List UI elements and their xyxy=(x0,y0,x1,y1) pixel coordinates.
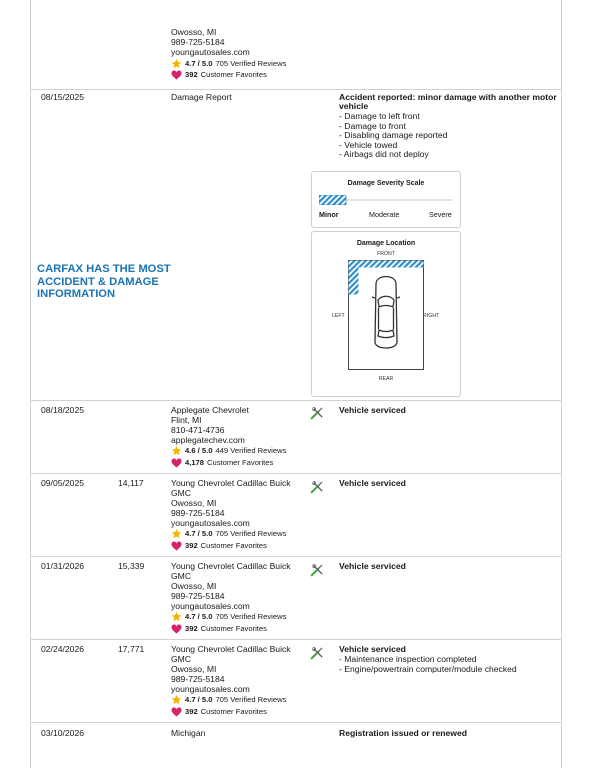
damage-headline-line1: Accident reported: minor damage with another motor xyxy=(339,92,557,102)
source-name: Michigan xyxy=(171,728,206,738)
wrench-screwdriver-icon xyxy=(309,645,325,661)
rating-value: 4.7 / 5.0 xyxy=(185,611,213,621)
review-count: 705 Verified Reviews xyxy=(215,611,287,621)
rating-value: 4.7 / 5.0 xyxy=(185,528,213,538)
star-icon xyxy=(171,611,182,622)
severity-label-severe: Severe xyxy=(429,210,452,219)
promo-line: CARFAX HAS THE MOST xyxy=(37,263,171,275)
source-city: Owosso, MI xyxy=(171,27,217,37)
review-count: 705 Verified Reviews xyxy=(215,528,287,538)
damage-detail: - Disabling damage reported xyxy=(339,130,448,140)
source-website[interactable]: youngautosales.com xyxy=(171,518,250,528)
row-divider xyxy=(30,556,562,557)
row-divider xyxy=(30,89,562,90)
source-website[interactable]: applegatechev.com xyxy=(171,435,245,445)
source-name: Young Chevrolet Cadillac Buick xyxy=(171,478,291,488)
promo-banner xyxy=(37,263,171,301)
favorites-row[interactable] xyxy=(171,707,267,717)
star-icon xyxy=(171,445,182,456)
record-date: 08/18/2025 xyxy=(41,405,85,415)
record-date: 01/31/2026 xyxy=(41,561,85,571)
rating-row[interactable] xyxy=(171,611,286,622)
record-date: 02/24/2026 xyxy=(41,644,85,654)
rating-value: 4.6 / 5.0 xyxy=(185,445,213,455)
table-right-border xyxy=(561,0,562,768)
source-website[interactable]: youngautosales.com xyxy=(171,601,250,611)
damage-detail: - Damage to left front xyxy=(339,111,420,121)
rating-row[interactable] xyxy=(171,694,286,705)
heart-icon xyxy=(171,624,182,634)
source-city: Owosso, MI xyxy=(171,498,217,508)
damage-detail: - Damage to front xyxy=(339,120,406,131)
heart-icon xyxy=(171,541,182,551)
record-comment: Registration issued or renewed xyxy=(339,728,467,738)
favorites-label: Customer Favorites xyxy=(200,70,267,79)
record-date: 08/15/2025 xyxy=(41,92,85,102)
rating-value: 4.7 / 5.0 xyxy=(185,58,213,68)
source-phone[interactable]: 810-471-4736 xyxy=(171,425,225,435)
wrench-screwdriver-icon xyxy=(309,562,325,578)
favorites-count: 392 xyxy=(185,707,198,716)
source-city: Flint, MI xyxy=(171,415,202,425)
favorites-count: 392 xyxy=(185,541,198,550)
record-comment: Vehicle serviced xyxy=(339,644,406,654)
favorites-label: Customer Favorites xyxy=(200,707,267,716)
record-comment: Vehicle serviced xyxy=(339,478,406,488)
damage-headline-line2: vehicle xyxy=(339,101,369,111)
review-count: 705 Verified Reviews xyxy=(215,58,287,68)
source-phone[interactable]: 989-725-5184 xyxy=(171,674,225,684)
favorites-label: Customer Favorites xyxy=(207,458,274,467)
favorites-count: 392 xyxy=(185,624,198,633)
severity-level-fill xyxy=(319,195,346,205)
damage-location-title: Damage Location xyxy=(356,240,416,247)
severity-title: Damage Severity Scale xyxy=(347,180,425,187)
source-website[interactable]: youngautosales.com xyxy=(171,47,250,57)
zone-left-front-damage xyxy=(349,261,359,295)
record-date: 09/05/2025 xyxy=(41,478,85,488)
source-phone[interactable]: 989-725-5184 xyxy=(171,591,225,601)
label-rear: REAR xyxy=(378,376,394,382)
severity-label-minor: Minor xyxy=(319,210,339,219)
severity-label-moderate: Moderate xyxy=(369,210,400,219)
table-left-border xyxy=(30,0,31,768)
record-date: 03/10/2026 xyxy=(41,728,85,738)
source-name: Young Chevrolet Cadillac Buick xyxy=(171,561,291,571)
review-count: 449 Verified Reviews xyxy=(215,445,287,455)
heart-icon xyxy=(171,458,182,468)
rating-row[interactable] xyxy=(171,528,286,539)
favorites-row[interactable] xyxy=(171,458,273,468)
rating-row[interactable] xyxy=(171,58,286,69)
record-mileage: 14,117 xyxy=(118,478,144,488)
source-phone[interactable]: 989-725-5184 xyxy=(171,37,225,47)
wrench-screwdriver-icon xyxy=(309,479,325,495)
source-name-cont: GMC xyxy=(171,488,192,498)
review-count: 705 Verified Reviews xyxy=(215,694,287,704)
damage-detail: - Airbags did not deploy xyxy=(339,149,429,159)
label-left: LEFT xyxy=(332,313,345,319)
label-right: RIGHT xyxy=(423,313,440,319)
favorites-count: 4,178 xyxy=(185,458,205,467)
star-icon xyxy=(171,528,182,539)
promo-line: ACCIDENT & DAMAGE xyxy=(37,275,159,288)
severity-card xyxy=(311,171,461,228)
zone-front-damage xyxy=(349,261,424,268)
favorites-count: 392 xyxy=(185,70,198,79)
heart-icon xyxy=(171,707,182,717)
row-divider xyxy=(30,400,562,401)
source-name: Young Chevrolet Cadillac Buick xyxy=(171,644,291,654)
source-website[interactable]: youngautosales.com xyxy=(171,684,250,694)
car-top-view-icon xyxy=(372,277,400,349)
car-diagram xyxy=(348,260,424,370)
heart-icon xyxy=(171,70,182,80)
record-detail: - Engine/powertrain computer/module checked xyxy=(339,664,517,674)
source-name: Applegate Chevrolet xyxy=(171,405,249,415)
star-icon xyxy=(171,694,182,705)
source-city: Owosso, MI xyxy=(171,664,217,674)
severity-bar xyxy=(319,195,453,205)
favorites-label: Customer Favorites xyxy=(200,541,267,550)
source-phone[interactable]: 989-725-5184 xyxy=(171,508,225,518)
row-divider xyxy=(30,639,562,640)
rating-row[interactable] xyxy=(171,445,286,456)
star-icon xyxy=(171,58,182,69)
record-comment: Vehicle serviced xyxy=(339,405,406,415)
record-comment: Vehicle serviced xyxy=(339,561,406,571)
promo-line: INFORMATION xyxy=(37,288,116,300)
source-name-cont: GMC xyxy=(171,654,192,664)
row-divider xyxy=(30,722,562,723)
favorites-label: Customer Favorites xyxy=(200,624,267,633)
damage-detail: - Vehicle towed xyxy=(339,139,398,150)
favorites-row[interactable] xyxy=(171,70,267,80)
record-mileage: 17,771 xyxy=(118,644,145,654)
record-mileage: 15,339 xyxy=(118,561,145,571)
record-source: Damage Report xyxy=(171,92,232,102)
rating-value: 4.7 / 5.0 xyxy=(185,694,213,704)
label-front: FRONT xyxy=(377,251,395,257)
source-city: Owosso, MI xyxy=(171,581,217,591)
favorites-row[interactable] xyxy=(171,624,267,634)
favorites-row[interactable] xyxy=(171,541,267,551)
wrench-screwdriver-icon xyxy=(309,405,325,421)
record-detail: - Maintenance inspection completed xyxy=(339,654,477,664)
source-name-cont: GMC xyxy=(171,571,192,581)
row-divider xyxy=(30,473,562,474)
damage-location-card xyxy=(311,231,461,397)
